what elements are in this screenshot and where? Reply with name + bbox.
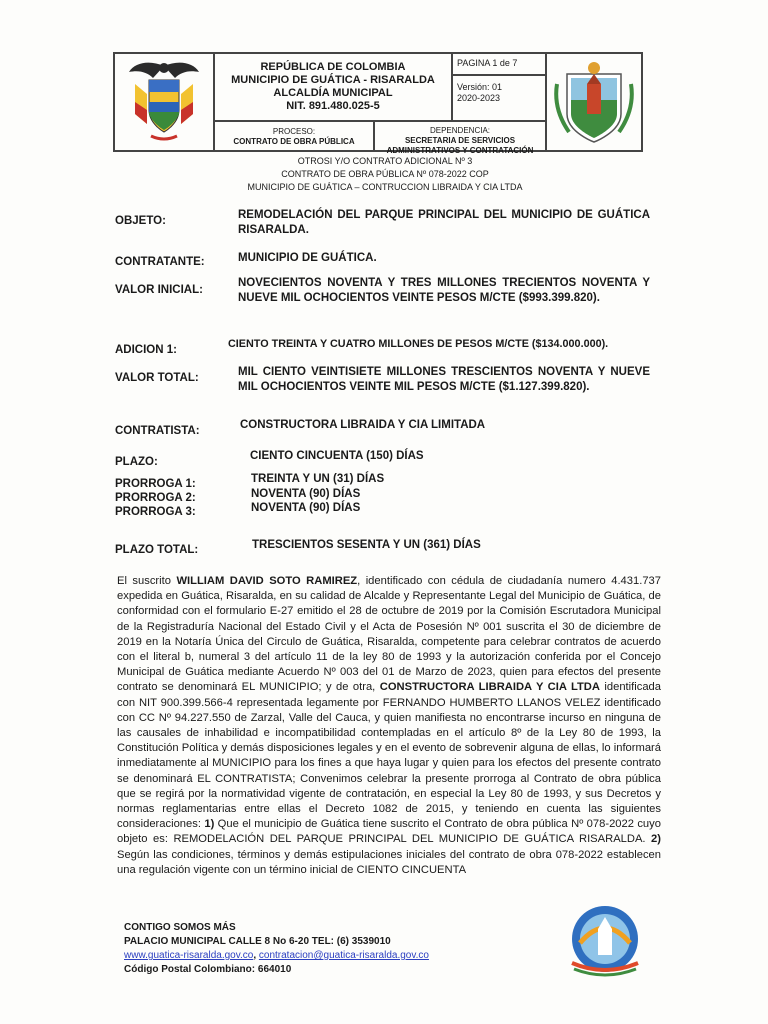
item-number: 2) — [651, 833, 661, 846]
plazo-total-label: PLAZO TOTAL: — [115, 544, 199, 556]
footer-address: PALACIO MUNICIPAL CALLE 8 No 6-20 TEL: (6) 3539010 — [124, 936, 391, 947]
contratista-label: CONTRATISTA: — [115, 425, 200, 437]
valor-total-value: MIL CIENTO VEINTISIETE MILLONES TRESCIENTOS NOVENTA Y NUEVE MIL OCHOCIENTOS VEINTE MIL PESOS M/CTE ($1.127.399.820). — [238, 366, 650, 393]
contratante-label: CONTRATANTE: — [115, 256, 205, 268]
postal-code: Código Postal Colombiano: 664010 — [124, 964, 292, 975]
contigo-somos-mas-logo — [562, 903, 648, 986]
subtitle-line: CONTRATO DE OBRA PÚBLICA Nº 078-2022 COP — [281, 169, 489, 179]
contractor-name: CONSTRUCTORA LIBRAIDA Y CIA LTDA — [379, 681, 600, 694]
website-link[interactable]: www.guatica-risaralda.gov.co — [124, 950, 254, 961]
body-text: El suscrito — [117, 575, 177, 587]
separator: , — [253, 950, 257, 961]
adicion-value: CIENTO TREINTA Y CUATRO MILLONES DE PESOS M/CTE ($134.000.000). — [228, 338, 609, 350]
valor-inicial-value: NOVECIENTOS NOVENTA Y TRES MILLONES TRECIENTOS NOVENTA Y NUEVE MIL OCHOCIENTOS VEINTE PESOS M/CTE ($993.399.820). — [238, 277, 650, 304]
contratante-value: MUNICIPIO DE GUÁTICA. — [238, 252, 377, 264]
title-line: ALCALDÍA MUNICIPAL — [273, 87, 393, 99]
prorroga2-label: PRORROGA 2: — [115, 492, 196, 504]
title-line: NIT. 891.480.025-5 — [286, 100, 380, 112]
plazo-value: CIENTO CINCUENTA (150) DÍAS — [250, 450, 424, 462]
email-link[interactable]: contratacion@guatica-risaralda.gov.co — [258, 950, 429, 961]
plazo-total-value: TRESCIENTOS SESENTA Y UN (361) DÍAS — [252, 539, 481, 551]
prorroga1-label: PRORROGA 1: — [115, 478, 196, 490]
colombia-coat-of-arms — [114, 53, 214, 151]
subtitle-line: OTROSI Y/O CONTRATO ADICIONAL Nº 3 — [297, 156, 473, 166]
prorroga3-label: PRORROGA 3: — [115, 506, 196, 518]
valor-total-label: VALOR TOTAL: — [115, 372, 199, 384]
prorroga1-value: TREINTA Y UN (31) DÍAS — [251, 473, 385, 485]
subtitle-line: MUNICIPIO DE GUÁTICA – CONTRUCCION LIBRAIDA Y CIA LTDA — [247, 182, 523, 192]
prorroga2-value: NOVENTA (90) DÍAS — [251, 488, 361, 500]
footer — [124, 921, 429, 977]
contract-body-paragraph — [117, 574, 661, 878]
version-box — [452, 75, 546, 121]
proceso-label: PROCESO: — [272, 127, 316, 136]
body-text: Que el municipio de Guática tiene suscrito el Contrato de obra pública Nº 078-2022 cuyo objeto es: REMODELACIÓN DEL PARQUE PRINCIPAL DEL MUNICIPIO DE GUÁTICA RISARALDA. — [117, 818, 661, 846]
contratista-value: CONSTRUCTORA LIBRAIDA Y CIA LIMITADA — [240, 419, 486, 431]
plazo-label: PLAZO: — [115, 456, 158, 468]
footer-slogan: CONTIGO SOMOS MÁS — [124, 922, 236, 933]
version-period: 2020-2023 — [457, 93, 501, 103]
title-line: REPÚBLICA DE COLOMBIA — [260, 61, 406, 73]
version-label: Versión: 01 — [457, 82, 503, 92]
objeto-value: REMODELACIÓN DEL PARQUE PRINCIPAL DEL MUNICIPIO DE GUÁTICA RISARALDA. — [238, 209, 650, 236]
mayor-name: WILLIAM DAVID SOTO RAMIREZ — [176, 575, 358, 587]
page-number: PAGINA 1 de 7 — [452, 53, 546, 75]
objeto-label: OBJETO: — [115, 215, 166, 227]
dependencia-value: SECRETARIA DE SERVICIOS — [404, 136, 516, 145]
proceso-value: CONTRATO DE OBRA PÚBLICA — [233, 137, 355, 146]
item-number: 1) — [204, 818, 215, 831]
body-text: identificada con NIT 900.399.566-4 representada legamente por FERNANDO HUMBERTO LLANOS VELEZ identificado con CC Nº 94.227.550 de Zarzal, Valle del Cauca, y quien manifiesta no encontrarse incurso en ninguna de las causales de inhabilidad e incompatibilidad contempladas en el artículo 8º de la Ley 80 de 1993, la Constitución Política y demás disposiciones legales y en el evento de sobrevenir alguna de ellas, lo informará inmediatamente al MUNICIPIO para los fines a que haya lugar y quien para los efectos del presente contrato se denominará EL CONTRATISTA; Convenimos celebrar la presente prorroga al Contrato de obra pública que se regirá por la normatividad vigente de contratación, en especial la Ley 80 de 1993, y sus Decretos y normas reglamentarias entre ellas el Decreto 1082 de 2015, y teniendo en cuenta las siguientes consideraciones: — [117, 681, 661, 831]
title-line: MUNICIPIO DE GUÁTICA - RISARALDA — [231, 74, 435, 86]
prorroga3-value: NOVENTA (90) DÍAS — [251, 502, 361, 514]
dependencia-label: DEPENDENCIA: — [429, 126, 490, 135]
guatica-coat-of-arms — [546, 53, 642, 151]
body-text: Según las condiciones, términos y demás estipulaciones iniciales del contrato de obra 078-2022 establecen una regulación vigente con un término inicial de CIENTO CINCUENTA — [117, 848, 661, 876]
municipality-title — [214, 53, 452, 121]
body-text: , identificado con cédula de ciudadanía numero 4.431.737 expedida en Guática, Risaralda, en su calidad de Alcalde y Representante Legal del Municipio de Guática, de conformidad con el formulario E-27 emitido el 28 de octubre de 2019 por la Comisión Escrutadora Municipal de la Registraduría Nacional del Estado Civil y el Acta de Posesión Nº 001 suscrita el 30 de diciembre de 2019 en la Notaría Única del Circulo de Guática, Risaralda, competente para celebrar contratos de acuerdo con el literal b, numeral 3 del artículo 11 de la ley 80 de 1993 y la autorización conferida por el Concejo Municipal de Guática mediante Acuerdo Nº 003 del 01 de Marzo de 2023, quien para efectos del presente contrato se denominará EL MUNICIPIO; y de otra, — [117, 575, 661, 694]
adicion-label: ADICION 1: — [115, 344, 177, 356]
document-header — [113, 52, 643, 155]
dependencia-value: ADMINISTRATIVOS Y CONTRATACIÓN — [386, 146, 534, 155]
valor-inicial-label: VALOR INICIAL: — [115, 284, 203, 296]
proceso-box — [214, 121, 374, 151]
dependencia-box — [374, 121, 546, 155]
